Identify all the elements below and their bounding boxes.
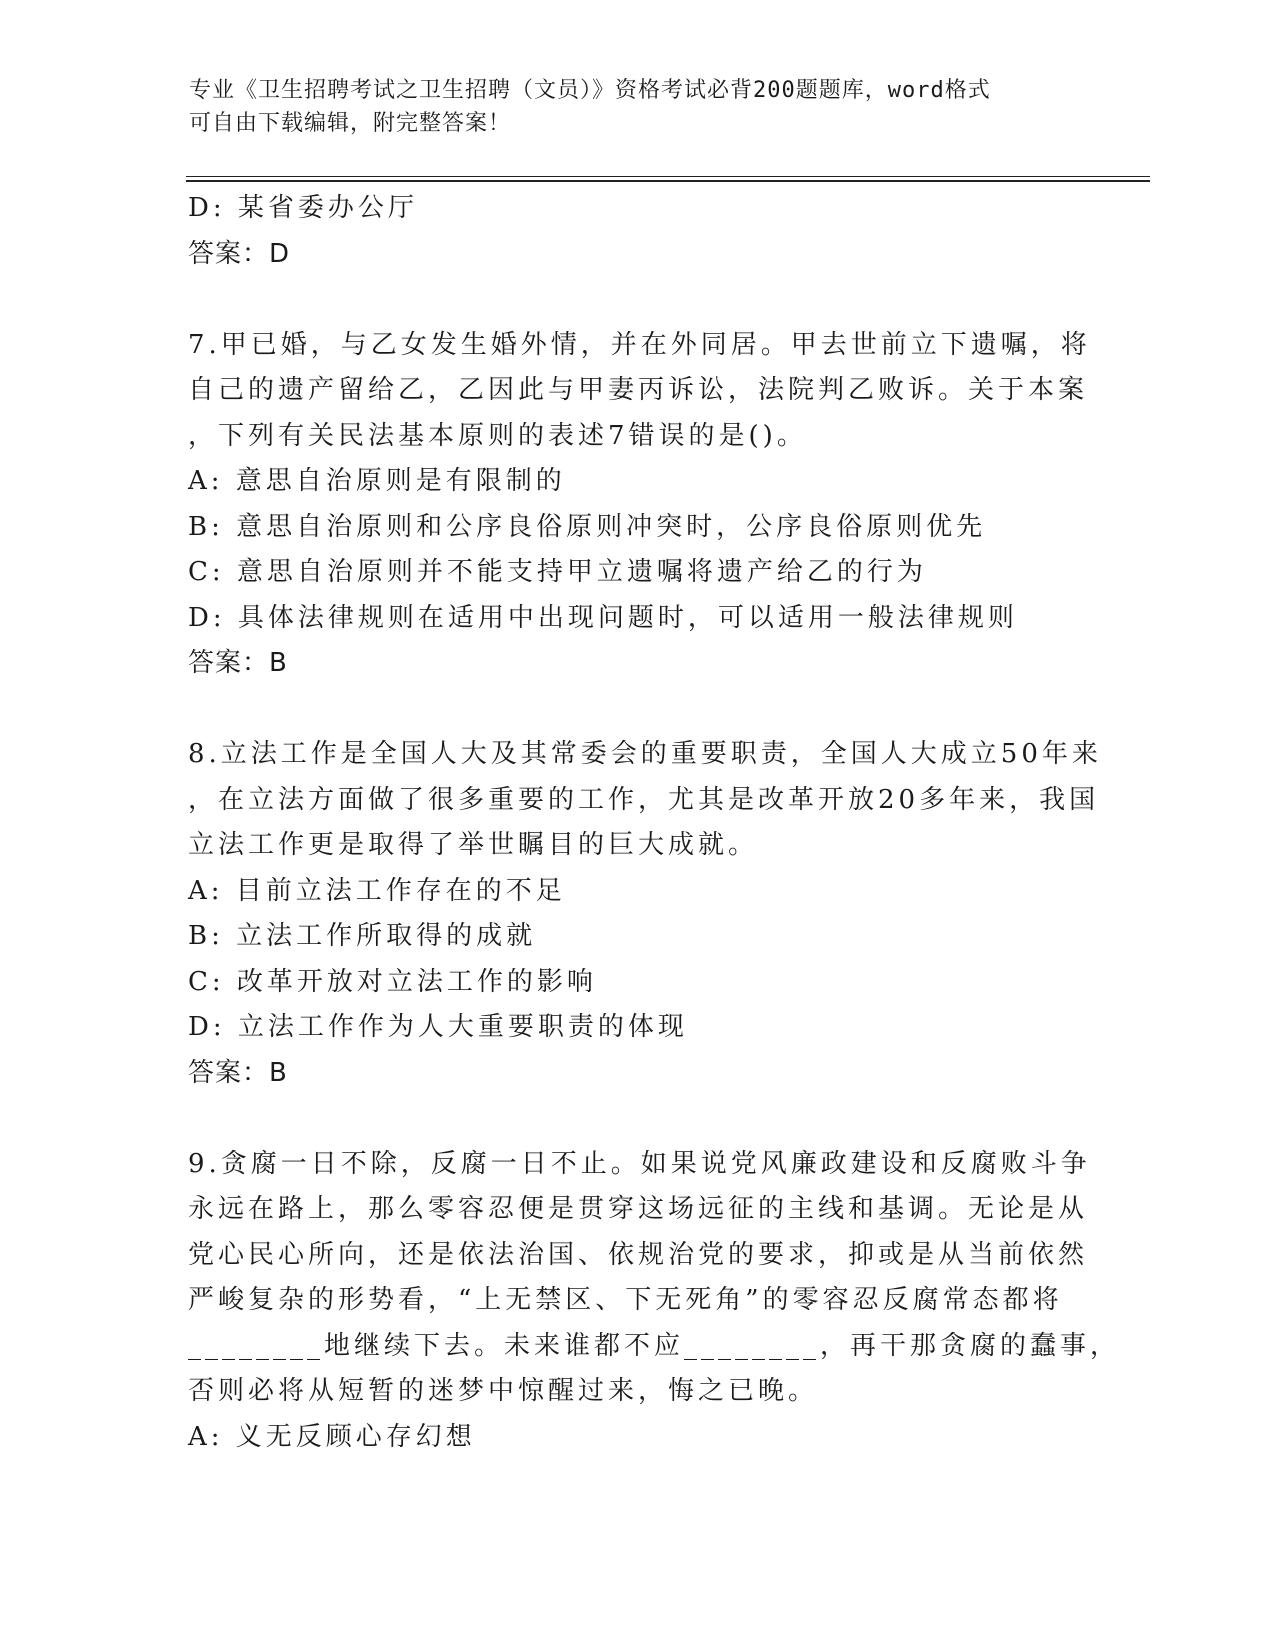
question-7 xyxy=(188,323,1091,687)
q7-stem-line: 7.甲已婚，与乙女发生婚外情，并在外同居。甲去世前立下遗嘱，将 xyxy=(188,329,1091,360)
spacer xyxy=(188,687,1088,733)
q8-answer: 答案：B xyxy=(188,1057,288,1088)
q7-option-c: C: 意思自治原则并不能支持甲立遗嘱将遗产给乙的行为 xyxy=(188,557,927,587)
document-header xyxy=(189,74,1089,140)
q7-option-d: D: 具体法律规则在适用中出现问题时，可以适用一般法律规则 xyxy=(188,602,1018,633)
q6-option-d: D: 某省委办公厅 xyxy=(188,193,418,223)
q9-stem-line: 永远在路上，那么零容忍便是贯穿这场远征的主线和基调。无论是从 xyxy=(188,1194,1089,1224)
q7-stem-line: 自己的遗产留给乙，乙因此与甲妻丙诉讼，法院判乙败诉。关于本案 xyxy=(188,375,1089,405)
question-6-tail xyxy=(188,186,1088,277)
question-list xyxy=(188,186,1121,1460)
q7-answer: 答案：B xyxy=(188,648,288,678)
question-9 xyxy=(188,1142,1121,1461)
q9-stem-line: 否则必将从短暂的迷梦中惊醒过来，悔之已晚。 xyxy=(188,1376,819,1406)
q7-option-a: A: 意思自治原则是有限制的 xyxy=(188,466,566,496)
spacer xyxy=(188,1096,1088,1142)
q8-option-c: C: 改革开放对立法工作的影响 xyxy=(188,966,597,997)
q9-stem-line: 严峻复杂的形势看，“上无禁区、下无死角”的零容忍反腐常态都将 xyxy=(188,1285,1063,1315)
q8-option-d: D: 立法工作作为人大重要职责的体现 xyxy=(188,1012,688,1042)
header-divider-thick xyxy=(186,180,1150,182)
q8-stem-line: 8.立法工作是全国人大及其常委会的重要职责，全国人大成立50年来 xyxy=(188,739,1102,769)
header-line-1: 专业《卫生招聘考试之卫生招聘（文员）》资格考试必背200题题库，word格式 xyxy=(189,78,991,103)
header-line-2: 可自由下载编辑，附完整答案！ xyxy=(189,111,512,136)
q8-stem-line: ，在立法方面做了很多重要的工作，尤其是改革开放20多年来，我国 xyxy=(188,784,1100,815)
q8-option-a: A: 目前立法工作存在的不足 xyxy=(188,875,566,906)
q7-stem-line: ，下列有关民法基本原则的表述7错误的是()。 xyxy=(188,420,807,451)
q9-option-a: A: 义无反顾心存幻想 xyxy=(188,1421,476,1452)
q9-stem-line: 党心民心所向，还是依法治国、依规治党的要求，抑或是从当前依然 xyxy=(188,1239,1089,1270)
spacer xyxy=(188,277,1088,323)
header-divider-thin xyxy=(186,176,1150,177)
q9-stem-line: 9.贪腐一日不除，反腐一日不止。如果说党风廉政建设和反腐败斗争 xyxy=(188,1148,1091,1179)
q6-answer: 答案：D xyxy=(188,238,291,269)
q8-option-b: B: 立法工作所取得的成就 xyxy=(188,921,537,951)
q7-option-b: B: 意思自治原则和公序良俗原则冲突时，公序良俗原则优先 xyxy=(188,511,987,542)
q9-stem-line: ________地继续下去。未来谁都不应________，再干那贪腐的蠢事， xyxy=(188,1330,1121,1361)
q8-stem-line: 立法工作更是取得了举世瞩目的巨大成就。 xyxy=(188,830,759,860)
question-8 xyxy=(188,732,1102,1096)
